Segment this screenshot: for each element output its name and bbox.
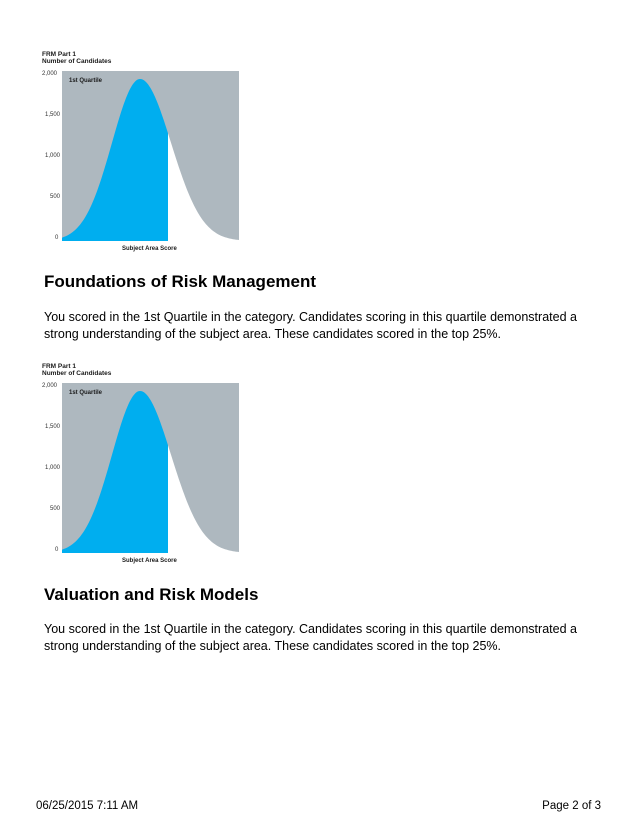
y-tick-label: 1,000: [45, 465, 61, 471]
chart-svg: [42, 359, 242, 569]
y-tick-label: 0: [55, 235, 59, 241]
chart-heading-line2: Number of Candidates: [42, 370, 112, 377]
y-tick-label: 500: [50, 506, 61, 512]
y-tick-label: 2,000: [42, 383, 58, 389]
section-title: Foundations of Risk Management: [44, 272, 317, 291]
chart-svg: [42, 47, 242, 257]
section-description: You scored in the 1st Quartile in the category. Candidates scoring in this quartile demonstrated a strong understanding of the subject area. These candidates scored in the top 25%.: [44, 622, 577, 653]
section-description: You scored in the 1st Quartile in the category. Candidates scoring in this quartile demonstrated a strong understanding of the subject area. These candidates scored in the top 25%.: [44, 310, 577, 341]
chart-heading-line2: Number of Candidates: [42, 58, 112, 65]
section-title: Valuation and Risk Models: [44, 585, 259, 604]
score-distribution-chart: [42, 359, 242, 569]
y-tick-label: 1,500: [45, 424, 61, 430]
chart-heading-line1: FRM Part 1: [42, 51, 76, 58]
quartile-label: 1st Quartile: [69, 390, 103, 396]
footer-timestamp: 06/25/2015 7:11 AM: [36, 800, 139, 812]
x-axis-label: Subject Area Score: [122, 246, 177, 252]
y-tick-label: 500: [50, 194, 61, 200]
footer-page-number: Page 2 of 3: [542, 800, 601, 812]
y-tick-label: 2,000: [42, 71, 58, 77]
chart-heading-line1: FRM Part 1: [42, 363, 76, 370]
y-tick-label: 1,500: [45, 112, 61, 118]
score-distribution-chart: [42, 47, 242, 257]
y-tick-label: 1,000: [45, 153, 61, 159]
quartile-label: 1st Quartile: [69, 78, 103, 84]
x-axis-label: Subject Area Score: [122, 558, 177, 564]
y-tick-label: 0: [55, 547, 59, 553]
